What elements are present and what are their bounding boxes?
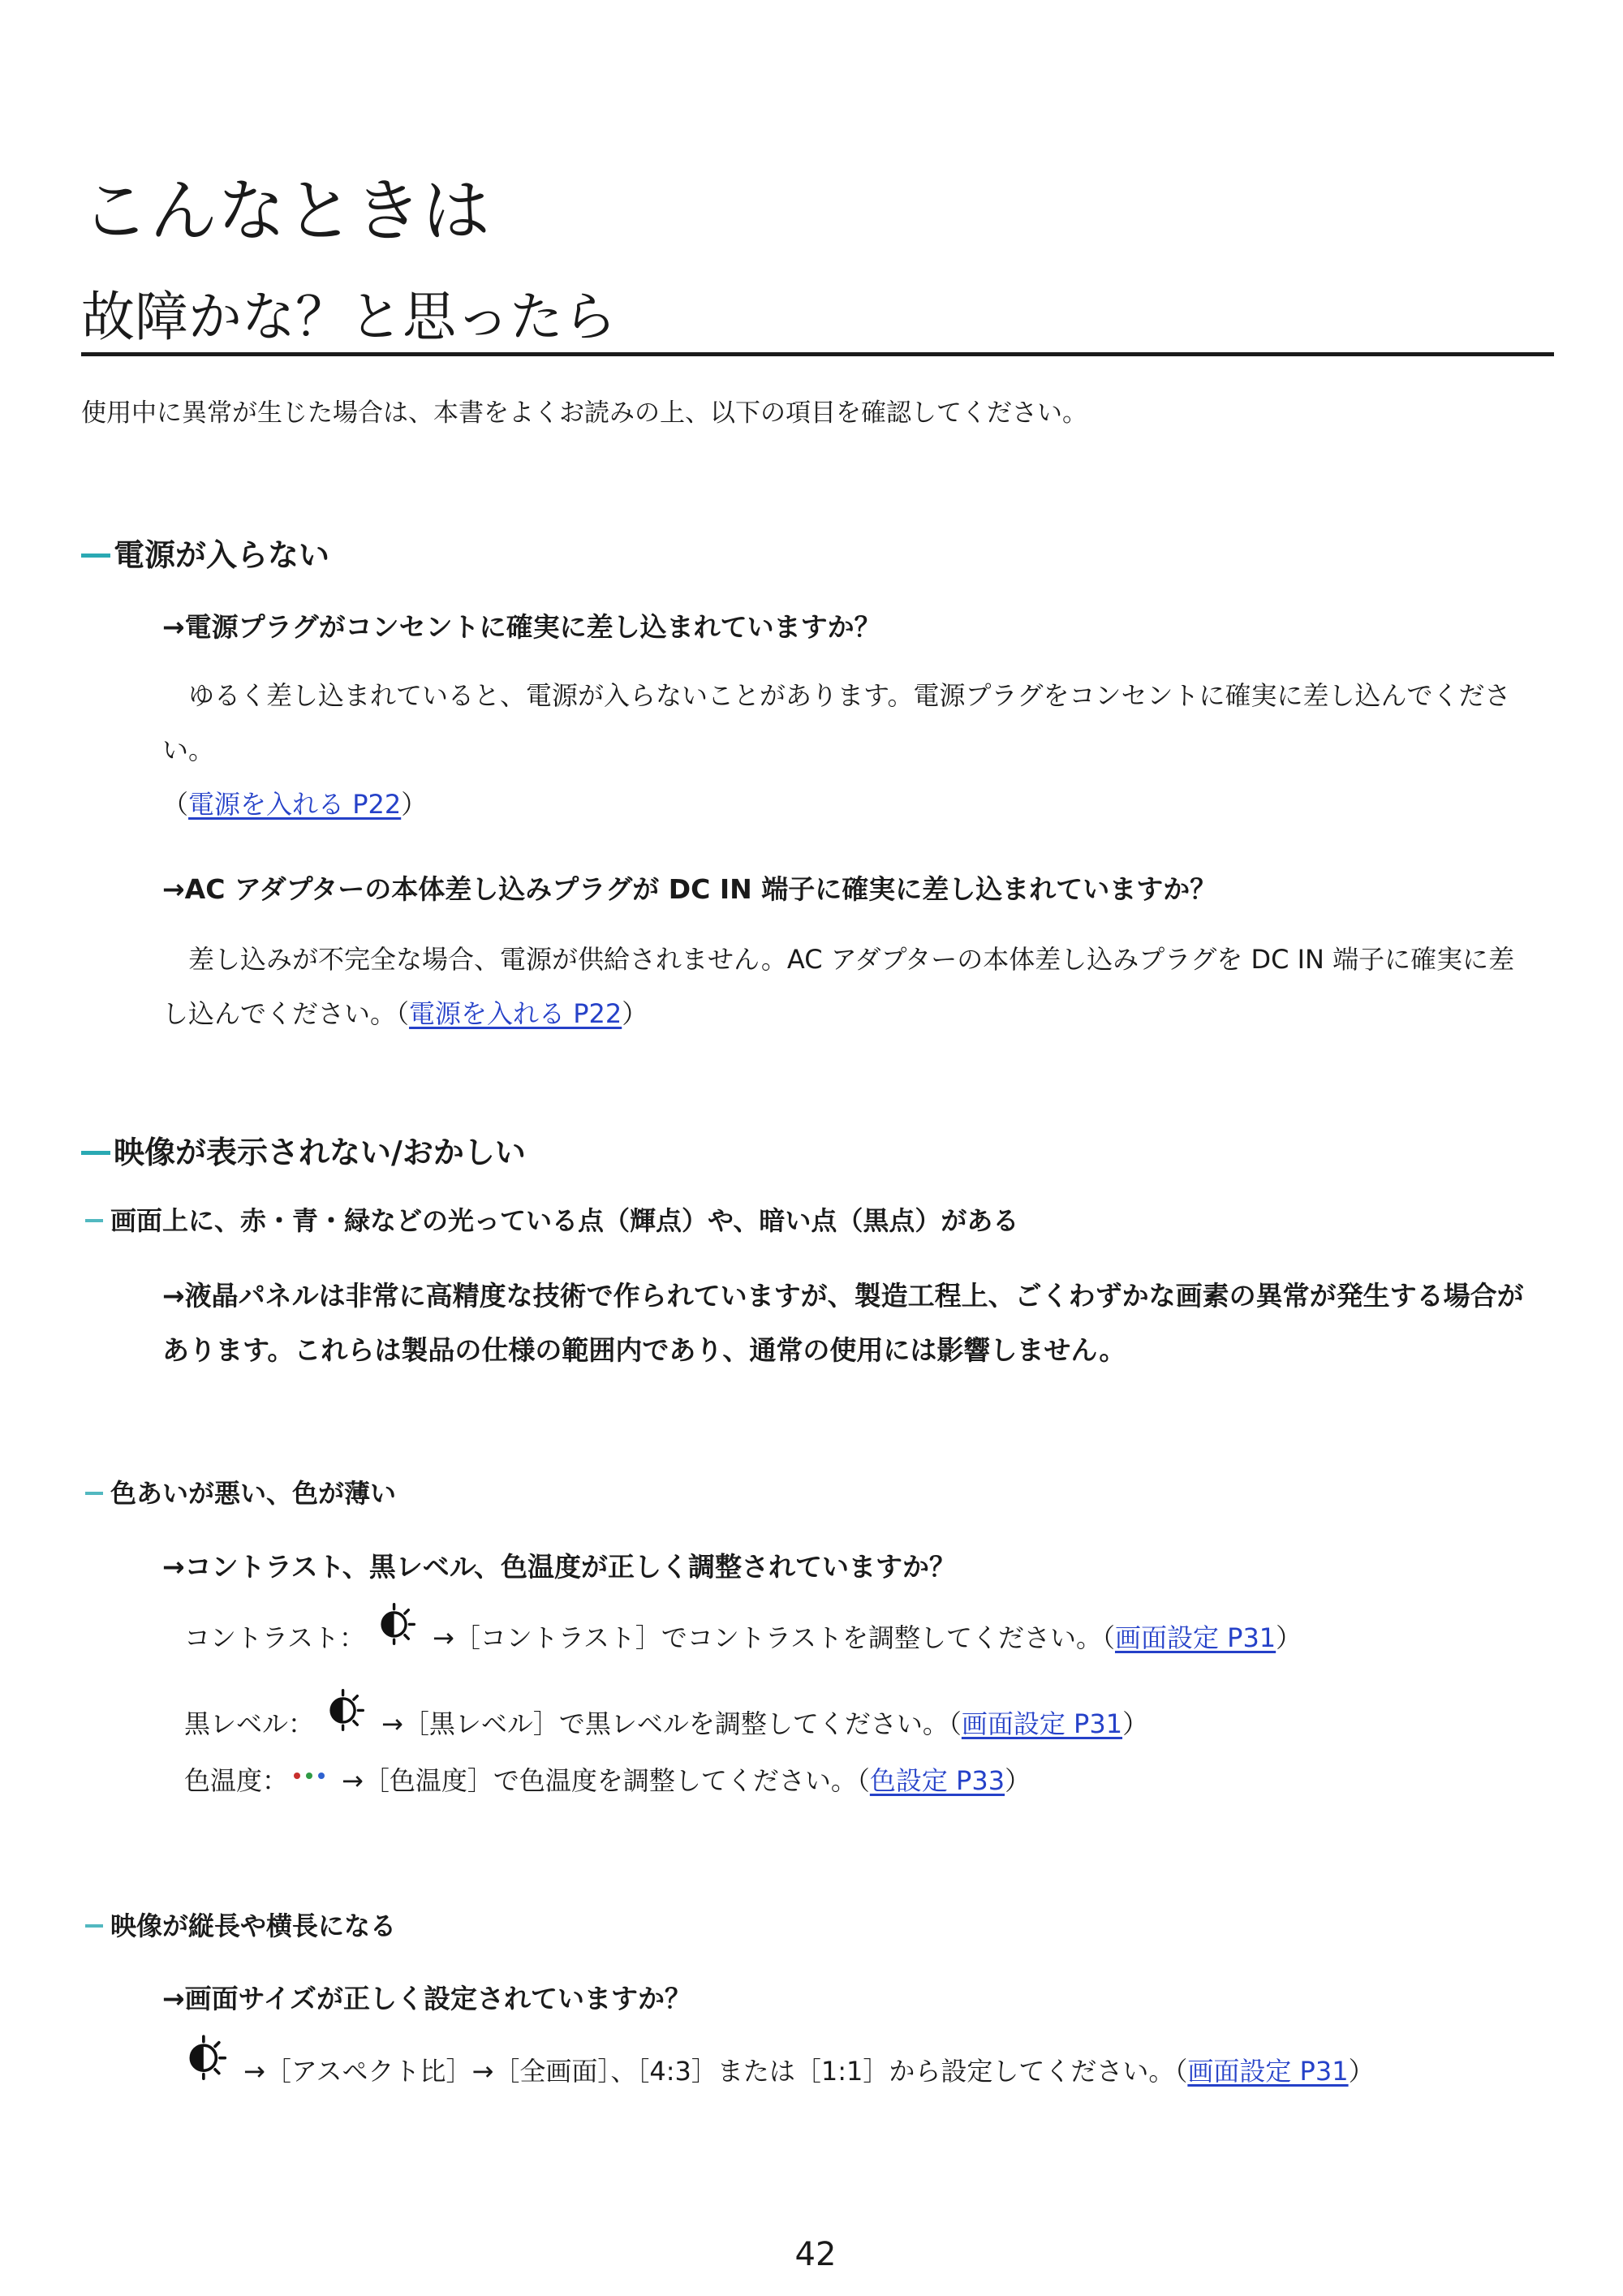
question-power-plug: →電源プラグがコンセントに確実に差し込まれていますか？ xyxy=(162,611,881,643)
ref-link-screen-settings[interactable]: 画面設定 P31 xyxy=(961,1708,1123,1739)
page-subtitle: 故障かな？と思ったら xyxy=(81,286,617,348)
row-text: →［色温度］で色温度を調整してください。 xyxy=(342,1765,857,1796)
subsection-marker xyxy=(85,1219,103,1222)
contrast-adjust-icon xyxy=(184,2030,229,2080)
paren-open: （ xyxy=(396,998,410,1029)
ref-link-screen-settings[interactable]: 画面設定 P31 xyxy=(1187,2056,1349,2087)
question-color-adjust: →コントラスト、黒レベル、色温度が正しく調整されていますか？ xyxy=(162,1551,957,1583)
section-marker xyxy=(81,1151,110,1155)
subheading-text: 映像が縦長や横長になる xyxy=(110,1910,397,1941)
page-number: 42 xyxy=(794,2236,837,2273)
row-label: 色温度： xyxy=(184,1765,289,1796)
answer-line: ゆるく差し込まれていると、電源が入らないことがあります。電源プラグをコンセントに確実に差し込んでください。 xyxy=(162,680,1511,765)
question-ac-adapter: →AC アダプターの本体差し込みプラグが DC IN 端子に確実に差し込まれていますか？ xyxy=(162,873,1217,905)
paren-open: （ xyxy=(948,1708,962,1739)
row-text: →［アスペクト比］→［全画面］、［4:3］または［1:1］から設定してください。 xyxy=(243,2056,1175,2087)
instruction-row-color-temperature xyxy=(184,1754,1564,1808)
paren-open: （ xyxy=(856,1765,870,1796)
answer-ac-adapter xyxy=(162,933,1554,1041)
paren-close: ） xyxy=(1122,1708,1149,1739)
ref-link-screen-settings[interactable]: 画面設定 P31 xyxy=(1114,1622,1276,1653)
subheading-aspect xyxy=(85,1906,1302,1946)
color-dots-icon xyxy=(293,1771,325,1781)
section-marker xyxy=(81,554,110,558)
section-heading-display xyxy=(81,1130,1055,1175)
subheading-bright-dark-dots xyxy=(85,1200,1302,1241)
paren-open: （ xyxy=(162,789,189,820)
answer-line xyxy=(162,987,1554,1041)
instruction-row-aspect xyxy=(184,2044,1564,2099)
subheading-text: 色あいが悪い、色が薄い xyxy=(110,1478,397,1509)
page-title: こんなときは xyxy=(81,171,491,251)
answer-lcd-pixels xyxy=(162,1269,1554,1377)
answer-line: 差し込みが不完全な場合、電源が供給されません。AC アダプターの本体差し込みプラグを DC IN 端子に確実に差 xyxy=(162,944,1515,975)
row-text: →［黒レベル］で黒レベルを調整してください。 xyxy=(381,1708,949,1739)
paren-close: ） xyxy=(1005,1765,1031,1796)
subheading-text: 画面上に、赤・青・緑などの光っている点（輝点）や、暗い点（黒点）がある xyxy=(110,1205,1019,1236)
section-heading-text: 映像が表示されない/おかしい xyxy=(114,1135,526,1170)
contrast-adjust-icon xyxy=(376,1598,418,1645)
answer-line: あります。これらは製品の仕様の範囲内であり、通常の使用には影響しません。 xyxy=(162,1334,1126,1366)
ref-link-power-on[interactable]: 電源を入れる P22 xyxy=(188,789,402,820)
answer-line: →液晶パネルは非常に高精度な技術で作られていますが、製造工程上、ごくわずかな画素の異常が発生する場合が xyxy=(162,1280,1524,1312)
paren-open: （ xyxy=(1101,1622,1115,1653)
intro-text: 使用中に異常が生じた場合は、本書をよくお読みの上、以下の項目を確認してください。 xyxy=(81,398,1087,428)
paren-close: ） xyxy=(401,789,428,820)
subsection-marker xyxy=(85,1924,103,1928)
question-screen-size: →画面サイズが正しく設定されていますか？ xyxy=(162,1983,692,2014)
instruction-row-contrast xyxy=(184,1611,1564,1665)
subtitle-underline xyxy=(81,352,1554,356)
paren-close: ） xyxy=(1276,1622,1302,1653)
answer-line-text: し込んでください。 xyxy=(162,998,397,1029)
subheading-color-tone xyxy=(85,1473,1302,1514)
paren-open: （ xyxy=(1174,2056,1188,2087)
row-text: →［コントラスト］でコントラストを調整してください。 xyxy=(433,1622,1102,1653)
paren-close: ） xyxy=(622,998,648,1029)
section-heading-text: 電源が入らない xyxy=(114,537,330,573)
answer-ref-line xyxy=(162,778,1554,832)
row-label: コントラスト： xyxy=(184,1622,366,1653)
subsection-marker xyxy=(85,1492,103,1495)
contrast-adjust-icon xyxy=(325,1684,367,1731)
section-heading-power xyxy=(81,532,1055,578)
ref-link-power-on[interactable]: 電源を入れる P22 xyxy=(409,998,622,1029)
answer-power-plug xyxy=(162,669,1554,832)
paren-close: ） xyxy=(1348,2056,1375,2087)
ref-link-color-settings[interactable]: 色設定 P33 xyxy=(869,1765,1005,1796)
row-label: 黒レベル： xyxy=(184,1708,315,1739)
instruction-row-black-level xyxy=(184,1697,1564,1751)
